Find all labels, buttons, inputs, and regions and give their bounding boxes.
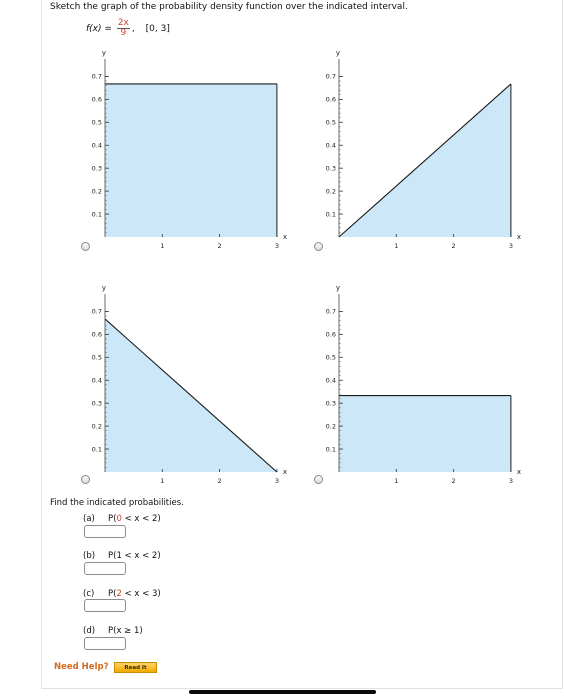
x-tick-label: 2: [451, 477, 456, 485]
question-b-text: P(1 < x < 2): [108, 551, 161, 561]
y-tick-label: 0.6: [325, 330, 336, 339]
question-b-label: (b): [83, 551, 96, 561]
y-axis-label: y: [335, 49, 341, 57]
radio-option-b[interactable]: [314, 242, 323, 251]
fraction-denominator: 9: [120, 28, 127, 38]
question-a-pre: P(: [108, 514, 117, 524]
y-tick-label: 0.7: [91, 72, 102, 81]
question-a-red: 0: [116, 514, 122, 524]
y-tick-label: 0.3: [91, 399, 102, 408]
y-tick-label: 0.2: [91, 422, 102, 431]
x-tick-label: 1: [160, 242, 165, 250]
y-tick-label: 0.6: [91, 330, 102, 339]
chart-svg: [318, 280, 523, 485]
y-tick-label: 0.4: [325, 376, 336, 385]
x-axis-label: x: [282, 233, 287, 241]
y-tick-label: 0.2: [325, 187, 336, 196]
radio-option-d[interactable]: [314, 475, 323, 484]
pdf-area: [339, 396, 511, 472]
y-tick-label: 0.2: [325, 422, 336, 431]
y-tick-label: 0.3: [325, 164, 336, 173]
question-b: [83, 551, 161, 561]
x-axis-label: x: [282, 468, 287, 476]
x-tick-label: 3: [508, 477, 513, 485]
question-c-post: < x < 3): [121, 589, 161, 599]
y-axis-label: y: [335, 284, 341, 292]
equals-sign: =: [104, 24, 112, 34]
x-tick-label: 3: [508, 242, 513, 250]
need-help-label: Need Help?: [54, 662, 109, 672]
y-tick-label: 0.7: [325, 72, 336, 81]
find-probabilities-label: Find the indicated probabilities.: [50, 498, 184, 508]
function-definition: [86, 19, 170, 38]
y-tick-label: 0.2: [91, 187, 102, 196]
x-tick-label: 1: [394, 477, 399, 485]
question-c-label: (c): [83, 589, 95, 599]
x-tick-label: 2: [217, 477, 222, 485]
y-tick-label: 0.6: [91, 95, 102, 104]
question-prompt: Sketch the graph of the probability density function over the indicated interval.: [50, 2, 408, 12]
function-name: f(x): [86, 24, 102, 34]
y-tick-label: 0.7: [91, 307, 102, 316]
y-tick-label: 0.4: [91, 141, 102, 150]
y-tick-label: 0.5: [325, 353, 336, 362]
chart-svg: [84, 280, 289, 485]
y-tick-label: 0.7: [325, 307, 336, 316]
home-indicator: [189, 690, 376, 694]
chart-svg: [84, 45, 289, 250]
x-tick-label: 1: [394, 242, 399, 250]
graph-option-b: [318, 45, 523, 250]
question-d-text: P(x ≥ 1): [108, 626, 143, 636]
y-axis-label: y: [101, 49, 107, 57]
answer-input-d[interactable]: [84, 637, 126, 650]
radio-option-c[interactable]: [81, 475, 90, 484]
graph-option-d: [318, 280, 523, 485]
x-tick-label: 3: [274, 242, 279, 250]
y-tick-label: 0.3: [91, 164, 102, 173]
pdf-area: [105, 84, 277, 237]
x-tick-label: 3: [274, 477, 279, 485]
answer-input-b[interactable]: [84, 562, 126, 575]
y-tick-label: 0.3: [325, 399, 336, 408]
y-tick-label: 0.5: [325, 118, 336, 127]
y-tick-label: 0.4: [91, 376, 102, 385]
x-tick-label: 2: [217, 242, 222, 250]
y-tick-label: 0.5: [91, 118, 102, 127]
graph-option-a: [84, 45, 289, 250]
interval: [0, 3]: [145, 24, 170, 34]
y-tick-label: 0.4: [325, 141, 336, 150]
x-tick-label: 1: [160, 477, 165, 485]
question-c-red: 2: [116, 589, 122, 599]
y-tick-label: 0.1: [91, 210, 102, 219]
question-d-label: (d): [83, 626, 96, 636]
chart-svg: [318, 45, 523, 250]
answer-input-c[interactable]: [84, 599, 126, 612]
question-a-label: (a): [83, 514, 95, 524]
answer-input-a[interactable]: [84, 525, 126, 538]
y-tick-label: 0.1: [91, 445, 102, 454]
radio-option-a[interactable]: [81, 242, 90, 251]
fraction-numerator: 2x: [117, 18, 129, 28]
x-tick-label: 2: [451, 242, 456, 250]
question-d: [83, 626, 143, 636]
y-tick-label: 0.1: [325, 210, 336, 219]
x-axis-label: x: [516, 468, 521, 476]
read-it-button[interactable]: Read It: [114, 662, 157, 673]
fraction: [117, 19, 130, 38]
graph-option-c: [84, 280, 289, 485]
y-tick-label: 0.5: [91, 353, 102, 362]
y-axis-label: y: [101, 284, 107, 292]
y-tick-label: 0.6: [325, 95, 336, 104]
question-c-pre: P(: [108, 589, 117, 599]
question-a-post: < x < 2): [121, 514, 161, 524]
x-axis-label: x: [516, 233, 521, 241]
question-a: [83, 514, 161, 524]
y-tick-label: 0.1: [325, 445, 336, 454]
comma: ,: [131, 24, 135, 34]
question-c: [83, 589, 161, 599]
